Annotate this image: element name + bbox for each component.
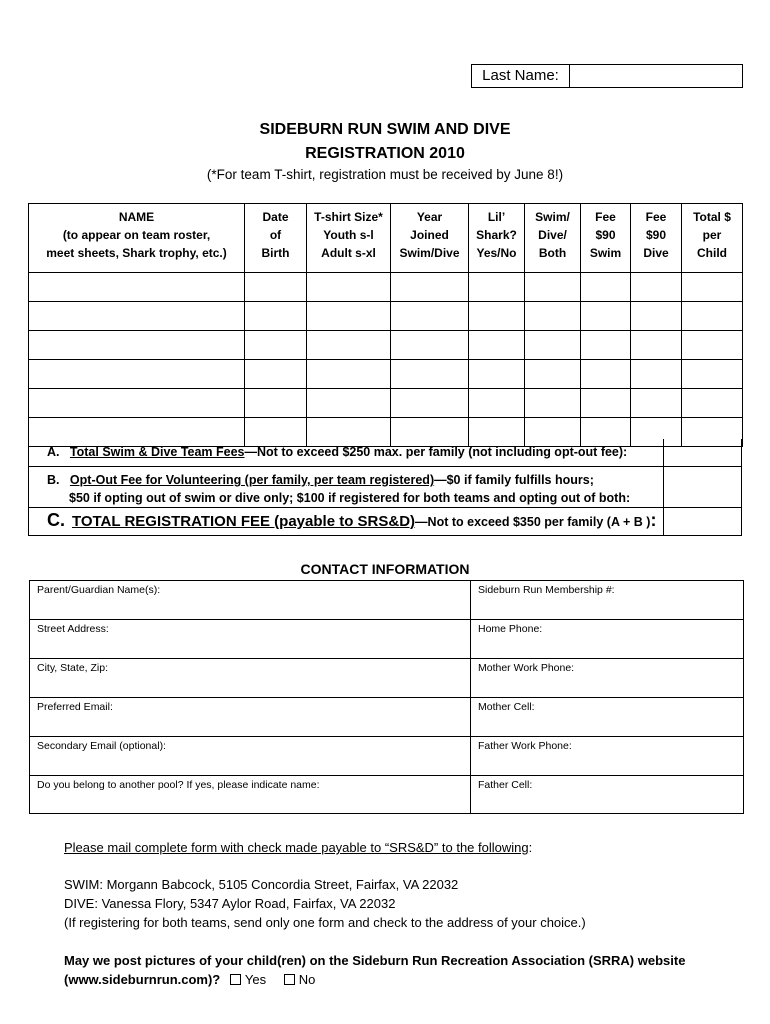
- contact-field[interactable]: [471, 581, 744, 620]
- column-header-line: Birth: [261, 246, 290, 260]
- no-checkbox[interactable]: [284, 974, 295, 985]
- fee-b-marker: B.: [47, 473, 60, 487]
- entry-cell[interactable]: [631, 360, 682, 389]
- entry-cell[interactable]: [469, 331, 525, 360]
- swim-address: SWIM: Morgann Babcock, 5105 Concordia Street, Fairfax, VA 22032: [64, 877, 459, 892]
- column-header-line: Total $: [693, 210, 731, 224]
- contact-field-label: Parent/Guardian Name(s):: [37, 584, 161, 596]
- photo-question-line2: [64, 972, 315, 987]
- fee-c-amount-box[interactable]: [663, 508, 741, 535]
- column-header: [682, 204, 743, 273]
- entry-cell[interactable]: [245, 389, 307, 418]
- contact-field-label: City, State, Zip:: [37, 662, 108, 674]
- contact-row: [30, 737, 744, 776]
- column-header-line: Fee: [645, 210, 667, 224]
- column-header-line: Yes/No: [476, 246, 517, 260]
- contact-field-label: Father Work Phone:: [478, 740, 572, 752]
- contact-row: [30, 698, 744, 737]
- entry-cell[interactable]: [525, 389, 581, 418]
- entry-cell[interactable]: [581, 273, 631, 302]
- photo-question-line1: May we post pictures of your child(ren) on the Sideburn Run Recreation Association (SRRA) website: [64, 953, 686, 968]
- dive-address: DIVE: Vanessa Flory, 5347 Aylor Road, Fairfax, VA 22032: [64, 896, 396, 911]
- entry-cell[interactable]: [525, 360, 581, 389]
- column-header: [29, 204, 245, 273]
- contact-field[interactable]: [471, 737, 744, 776]
- fee-b-title: Opt-Out Fee for Volunteering (per family, per team registered): [69, 473, 435, 487]
- column-header: [525, 204, 581, 273]
- column-header-line: NAME: [118, 210, 155, 224]
- fee-a-title: Total Swim & Dive Team Fees: [69, 445, 245, 459]
- entry-cell[interactable]: [307, 302, 391, 331]
- column-header-line: Child: [697, 246, 727, 260]
- title-line2: REGISTRATION 2010: [305, 145, 465, 162]
- entry-cell[interactable]: [525, 331, 581, 360]
- entry-cell[interactable]: [682, 389, 743, 418]
- fee-a-amount-box[interactable]: [663, 439, 741, 466]
- contact-field-label: Father Cell:: [478, 779, 533, 791]
- column-header-line: Adult s-xl: [321, 246, 376, 260]
- column-header-line: Youth s-l: [323, 228, 374, 242]
- contact-field[interactable]: [471, 776, 744, 814]
- registration-table: [28, 203, 743, 447]
- entry-cell[interactable]: [631, 331, 682, 360]
- contact-field[interactable]: [30, 659, 471, 698]
- last-name-box: [471, 64, 743, 88]
- entry-cell[interactable]: [29, 331, 245, 360]
- entry-cell[interactable]: [391, 302, 469, 331]
- contact-field[interactable]: [30, 698, 471, 737]
- entry-cell[interactable]: [581, 302, 631, 331]
- contact-row: [30, 581, 744, 620]
- contact-table: [29, 580, 744, 814]
- column-header-line: Swim/Dive: [399, 246, 460, 260]
- entry-cell[interactable]: [581, 331, 631, 360]
- fee-a-text: —Not to exceed $250 max. per family (not including opt-out fee):: [244, 445, 628, 459]
- contact-field[interactable]: [30, 581, 471, 620]
- entry-cell[interactable]: [631, 302, 682, 331]
- entry-cell[interactable]: [525, 273, 581, 302]
- entry-cell[interactable]: [245, 360, 307, 389]
- last-name-label: Last Name:: [472, 65, 570, 87]
- contact-field[interactable]: [30, 620, 471, 659]
- contact-title: CONTACT INFORMATION: [300, 561, 470, 577]
- entry-cell[interactable]: [29, 360, 245, 389]
- entry-cell[interactable]: [469, 360, 525, 389]
- contact-row: [30, 620, 744, 659]
- table-row: [29, 331, 743, 360]
- entry-cell[interactable]: [307, 331, 391, 360]
- fee-c-colon: :: [650, 510, 657, 530]
- column-header-line: T-shirt Size*: [314, 210, 383, 224]
- entry-cell[interactable]: [682, 302, 743, 331]
- entry-cell[interactable]: [469, 273, 525, 302]
- fee-row-c: [28, 508, 742, 536]
- column-header: [391, 204, 469, 273]
- entry-cell[interactable]: [631, 273, 682, 302]
- entry-cell[interactable]: [469, 389, 525, 418]
- entry-cell[interactable]: [682, 331, 743, 360]
- entry-cell[interactable]: [581, 360, 631, 389]
- yes-checkbox[interactable]: [230, 974, 241, 985]
- table-row: [29, 360, 743, 389]
- subtitle: (*For team T-shirt, registration must be received by June 8!): [206, 167, 564, 182]
- column-header-line: Dive: [643, 246, 669, 260]
- entry-cell[interactable]: [525, 302, 581, 331]
- fee-b-line2: $50 if opting out of swim or dive only; $100 if registered for both teams and opting out of both:: [69, 491, 631, 505]
- entry-cell[interactable]: [29, 389, 245, 418]
- entry-cell[interactable]: [245, 273, 307, 302]
- entry-cell[interactable]: [245, 302, 307, 331]
- column-header-line: Fee: [595, 210, 616, 224]
- contact-field-label: Mother Cell:: [478, 701, 535, 713]
- column-header-line: Swim: [589, 246, 622, 260]
- column-header: [307, 204, 391, 273]
- entry-cell[interactable]: [29, 302, 245, 331]
- entry-cell[interactable]: [581, 389, 631, 418]
- contact-field-label: Secondary Email (optional):: [37, 740, 166, 752]
- table-row: [29, 273, 743, 302]
- contact-field[interactable]: [471, 659, 744, 698]
- column-header: [581, 204, 631, 273]
- column-header-line: Joined: [410, 228, 449, 242]
- contact-field[interactable]: [30, 737, 471, 776]
- entry-cell[interactable]: [391, 389, 469, 418]
- column-header-line: Dive/: [538, 228, 567, 242]
- fee-b-text: —$0 if family fulfills hours;: [434, 473, 594, 487]
- entry-cell[interactable]: [391, 331, 469, 360]
- contact-field[interactable]: [471, 698, 744, 737]
- column-header: [631, 204, 682, 273]
- column-header-line: $90: [595, 228, 616, 242]
- column-header-line: Date: [262, 210, 289, 224]
- fee-row-b: [28, 467, 742, 508]
- photo-question-text: (www.sideburnrun.com)?: [64, 972, 221, 987]
- contact-row: [30, 659, 744, 698]
- entry-cell[interactable]: [245, 331, 307, 360]
- contact-field[interactable]: [30, 776, 471, 814]
- column-header-line: Swim/: [535, 210, 570, 224]
- fee-b-amount-box[interactable]: [663, 467, 741, 507]
- fee-row-a: [28, 439, 742, 467]
- yes-label: Yes: [244, 972, 267, 987]
- column-header-line: Both: [538, 246, 567, 260]
- contact-field-label: Sideburn Run Membership #:: [478, 584, 615, 596]
- mail-instruction-colon: :: [528, 840, 533, 855]
- entry-cell[interactable]: [307, 360, 391, 389]
- entry-cell[interactable]: [682, 273, 743, 302]
- column-header-line: meet sheets, Shark trophy, etc.): [46, 246, 227, 260]
- contact-field-label: Preferred Email:: [37, 701, 113, 713]
- column-header-line: Shark?: [476, 228, 517, 242]
- column-header-line: per: [702, 228, 722, 242]
- last-name-field[interactable]: [570, 65, 742, 87]
- contact-field-label: Home Phone:: [478, 623, 543, 635]
- mail-instruction: [64, 840, 532, 855]
- contact-field-label: Street Address:: [37, 623, 109, 635]
- column-header-line: $90: [645, 228, 667, 242]
- contact-field[interactable]: [471, 620, 744, 659]
- no-label: No: [298, 972, 316, 987]
- table-row: [29, 389, 743, 418]
- column-header: [245, 204, 307, 273]
- contact-field-label: Mother Work Phone:: [478, 662, 575, 674]
- entry-cell[interactable]: [631, 389, 682, 418]
- entry-cell[interactable]: [682, 360, 743, 389]
- fee-c-marker: C.: [47, 510, 65, 530]
- contact-row: [30, 776, 744, 814]
- table-row: [29, 302, 743, 331]
- title-line1: SIDEBURN RUN SWIM AND DIVE: [259, 121, 511, 138]
- entry-cell[interactable]: [469, 302, 525, 331]
- entry-cell[interactable]: [307, 389, 391, 418]
- entry-cell[interactable]: [391, 273, 469, 302]
- contact-field-label: Do you belong to another pool? If yes, please indicate name:: [37, 779, 320, 791]
- entry-cell[interactable]: [391, 360, 469, 389]
- fee-c-title: TOTAL REGISTRATION FEE (payable to SRS&D): [71, 513, 416, 530]
- column-header-line: of: [269, 228, 282, 242]
- entry-cell[interactable]: [29, 273, 245, 302]
- column-header-line: Year: [416, 210, 443, 224]
- column-header-line: (to appear on team roster,: [62, 228, 211, 242]
- entry-cell[interactable]: [307, 273, 391, 302]
- both-teams-note: (If registering for both teams, send only one form and check to the address of your choice.): [64, 915, 586, 930]
- fee-a-marker: A.: [47, 445, 60, 459]
- fee-c-text: —Not to exceed $350 per family (A + B ): [415, 515, 651, 529]
- column-header: [469, 204, 525, 273]
- mail-instruction-text: Please mail complete form with check made payable to “SRS&D” to the following: [64, 840, 529, 855]
- column-header-line: Lil’: [487, 210, 506, 224]
